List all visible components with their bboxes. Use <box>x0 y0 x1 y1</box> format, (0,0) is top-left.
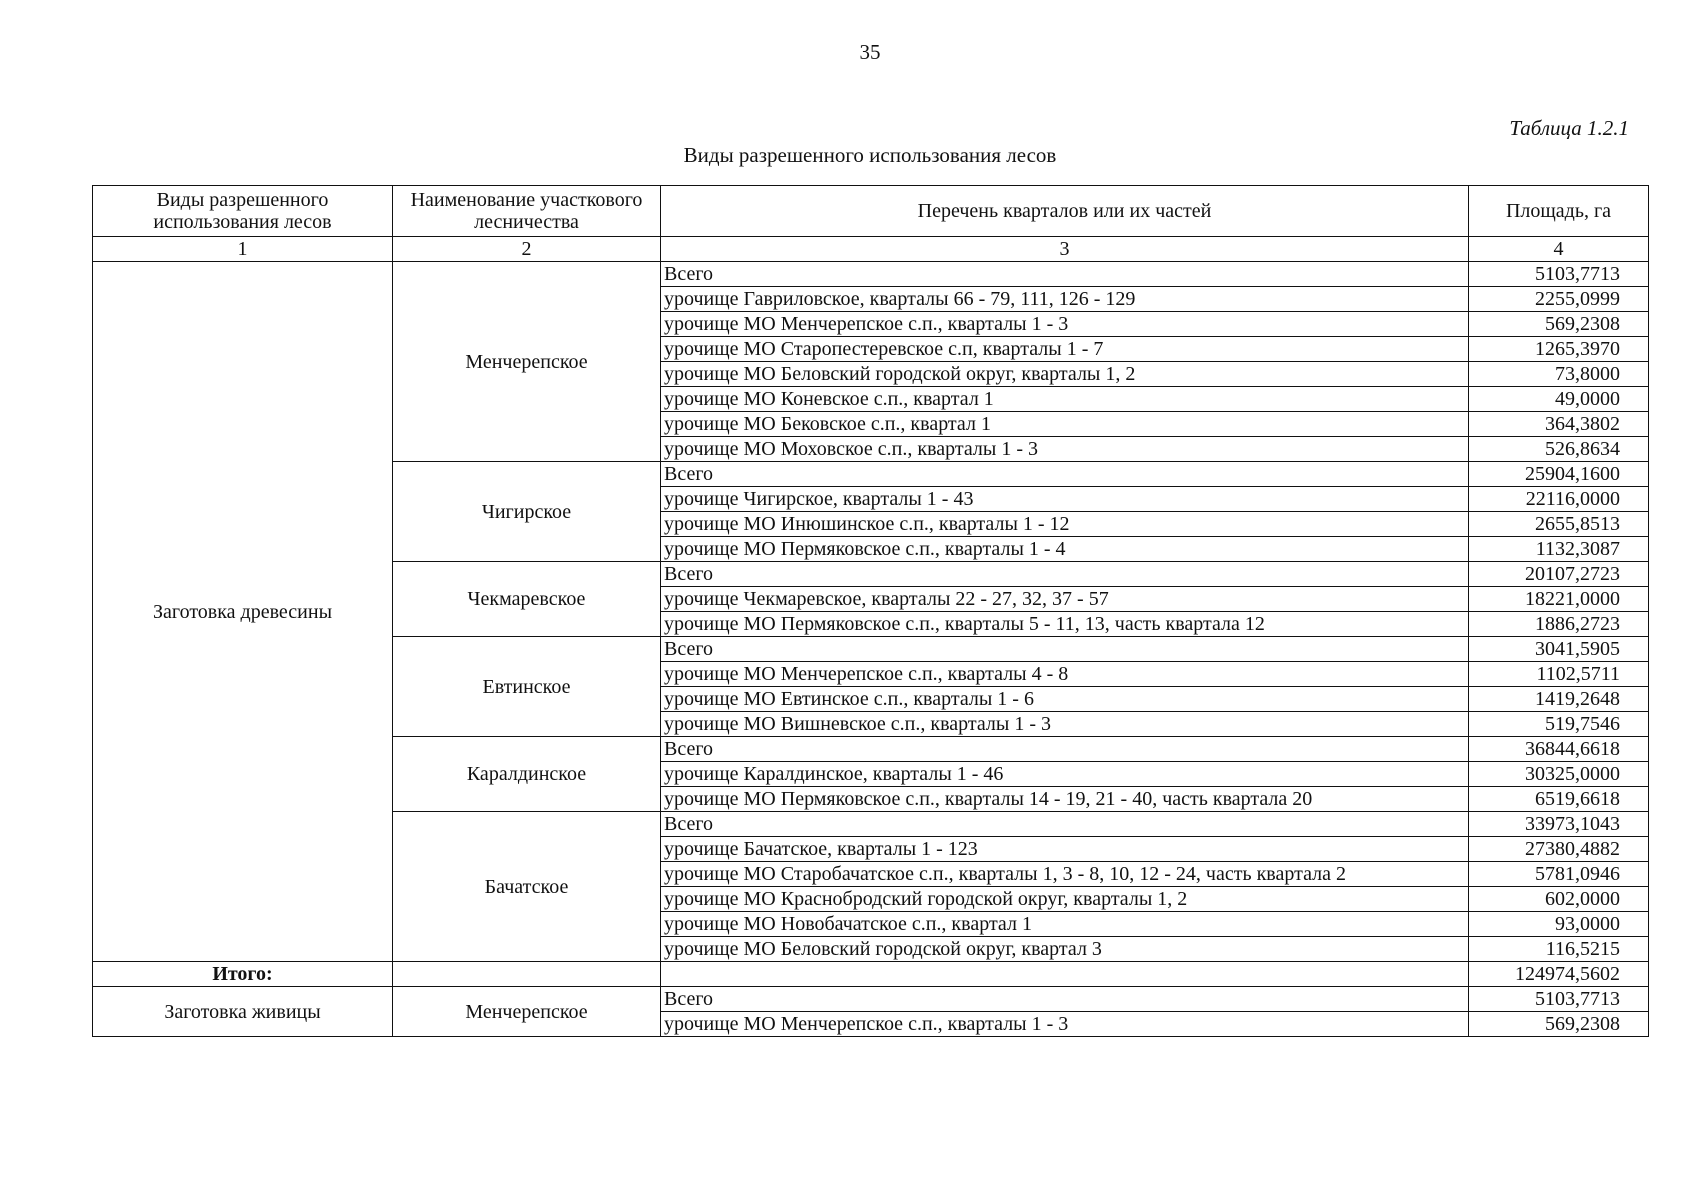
header-row <box>93 186 1649 237</box>
forestry-cell: Менчерепское <box>393 987 661 1037</box>
quarters-cell: Всего <box>661 987 1469 1012</box>
area-cell: 569,2308 <box>1469 1012 1649 1037</box>
forestry-cell: Евтинское <box>393 637 661 737</box>
quarters-cell: урочище МО Вишневское с.п., кварталы 1 - 3 <box>661 712 1469 737</box>
quarters-cell: урочище МО Менчерепское с.п., кварталы 4 - 8 <box>661 662 1469 687</box>
area-cell: 526,8634 <box>1469 437 1649 462</box>
header-cell: Виды разрешенного использования лесов <box>93 186 393 237</box>
quarters-cell: урочище МО Пермяковское с.п., кварталы 14 - 19, 21 - 40, часть квартала 20 <box>661 787 1469 812</box>
area-cell: 33973,1043 <box>1469 812 1649 837</box>
area-cell: 1132,3087 <box>1469 537 1649 562</box>
quarters-cell: урочище Гавриловское, кварталы 66 - 79, 111, 126 - 129 <box>661 287 1469 312</box>
table-body <box>93 262 1649 1037</box>
area-cell: 73,8000 <box>1469 362 1649 387</box>
total-area: 124974,5602 <box>1469 962 1649 987</box>
table-title: Виды разрешенного использования лесов <box>683 143 1057 167</box>
column-number: 2 <box>393 237 661 262</box>
quarters-cell: урочище МО Пермяковское с.п., кварталы 1 - 4 <box>661 537 1469 562</box>
quarters-cell: урочище МО Евтинское с.п., кварталы 1 - 6 <box>661 687 1469 712</box>
quarters-cell: урочище МО Краснобродский городской округ, кварталы 1, 2 <box>661 887 1469 912</box>
area-cell: 5103,7713 <box>1469 262 1649 287</box>
area-cell: 25904,1600 <box>1469 462 1649 487</box>
area-cell: 519,7546 <box>1469 712 1649 737</box>
area-cell: 20107,2723 <box>1469 562 1649 587</box>
area-cell: 569,2308 <box>1469 312 1649 337</box>
quarters-cell: урочище МО Беловский городской округ, кварталы 1, 2 <box>661 362 1469 387</box>
table-row <box>93 987 1649 1012</box>
total-row <box>93 962 1649 987</box>
forest-use-table <box>92 185 1649 1037</box>
use-type-cell: Заготовка древесины <box>93 262 393 962</box>
area-cell: 18221,0000 <box>1469 587 1649 612</box>
area-cell: 1265,3970 <box>1469 337 1649 362</box>
area-cell: 1419,2648 <box>1469 687 1649 712</box>
area-cell: 93,0000 <box>1469 912 1649 937</box>
area-cell: 6519,6618 <box>1469 787 1649 812</box>
column-number: 4 <box>1469 237 1649 262</box>
header-cell: Наименование участкового лесничества <box>393 186 661 237</box>
quarters-cell: Всего <box>661 462 1469 487</box>
forestry-cell: Каралдинское <box>393 737 661 812</box>
quarters-cell: урочище Каралдинское, кварталы 1 - 46 <box>661 762 1469 787</box>
column-number: 3 <box>661 237 1469 262</box>
column-number: 1 <box>93 237 393 262</box>
use-type-cell: Заготовка живицы <box>93 987 393 1037</box>
quarters-cell: урочище МО Коневское с.п., квартал 1 <box>661 387 1469 412</box>
area-cell: 36844,6618 <box>1469 737 1649 762</box>
header-cell: Площадь, га <box>1469 186 1649 237</box>
column-number-row <box>93 237 1649 262</box>
header-cell: Перечень кварталов или их частей <box>661 186 1469 237</box>
forestry-cell: Бачатское <box>393 812 661 962</box>
area-cell: 116,5215 <box>1469 937 1649 962</box>
area-cell: 364,3802 <box>1469 412 1649 437</box>
empty-cell <box>661 962 1469 987</box>
quarters-cell: Всего <box>661 737 1469 762</box>
area-cell: 30325,0000 <box>1469 762 1649 787</box>
empty-cell <box>393 962 661 987</box>
total-label: Итого: <box>93 962 393 987</box>
area-cell: 22116,0000 <box>1469 487 1649 512</box>
area-cell: 49,0000 <box>1469 387 1649 412</box>
area-cell: 1886,2723 <box>1469 612 1649 637</box>
quarters-cell: урочище МО Беловский городской округ, квартал 3 <box>661 937 1469 962</box>
forestry-cell: Чекмаревское <box>393 562 661 637</box>
quarters-cell: урочище МО Пермяковское с.п., кварталы 5 - 11, 13, часть квартала 12 <box>661 612 1469 637</box>
quarters-cell: урочище Бачатское, кварталы 1 - 123 <box>661 837 1469 862</box>
quarters-cell: урочище МО Бековское с.п., квартал 1 <box>661 412 1469 437</box>
quarters-cell: урочище МО Новобачатское с.п., квартал 1 <box>661 912 1469 937</box>
table-row <box>93 262 1649 287</box>
quarters-cell: урочище МО Моховское с.п., кварталы 1 - 3 <box>661 437 1469 462</box>
quarters-cell: урочище МО Старобачатское с.п., кварталы 1, 3 - 8, 10, 12 - 24, часть квартала 2 <box>661 862 1469 887</box>
forestry-cell: Чигирское <box>393 462 661 562</box>
area-cell: 5781,0946 <box>1469 862 1649 887</box>
area-cell: 3041,5905 <box>1469 637 1649 662</box>
quarters-cell: урочище Чигирское, кварталы 1 - 43 <box>661 487 1469 512</box>
quarters-cell: урочище МО Инюшинское с.п., кварталы 1 - 12 <box>661 512 1469 537</box>
area-cell: 602,0000 <box>1469 887 1649 912</box>
quarters-cell: Всего <box>661 562 1469 587</box>
quarters-cell: урочище МО Старопестеревское с.п, кварталы 1 - 7 <box>661 337 1469 362</box>
quarters-cell: урочище Чекмаревское, кварталы 22 - 27, 32, 37 - 57 <box>661 587 1469 612</box>
table-label: Таблица 1.2.1 <box>1509 116 1629 140</box>
quarters-cell: урочище МО Менчерепское с.п., кварталы 1 - 3 <box>661 1012 1469 1037</box>
quarters-cell: Всего <box>661 637 1469 662</box>
area-cell: 1102,5711 <box>1469 662 1649 687</box>
quarters-cell: Всего <box>661 812 1469 837</box>
page-number: 35 <box>859 40 881 64</box>
area-cell: 2255,0999 <box>1469 287 1649 312</box>
area-cell: 2655,8513 <box>1469 512 1649 537</box>
area-cell: 27380,4882 <box>1469 837 1649 862</box>
forestry-cell: Менчерепское <box>393 262 661 462</box>
area-cell: 5103,7713 <box>1469 987 1649 1012</box>
quarters-cell: Всего <box>661 262 1469 287</box>
quarters-cell: урочище МО Менчерепское с.п., кварталы 1 - 3 <box>661 312 1469 337</box>
